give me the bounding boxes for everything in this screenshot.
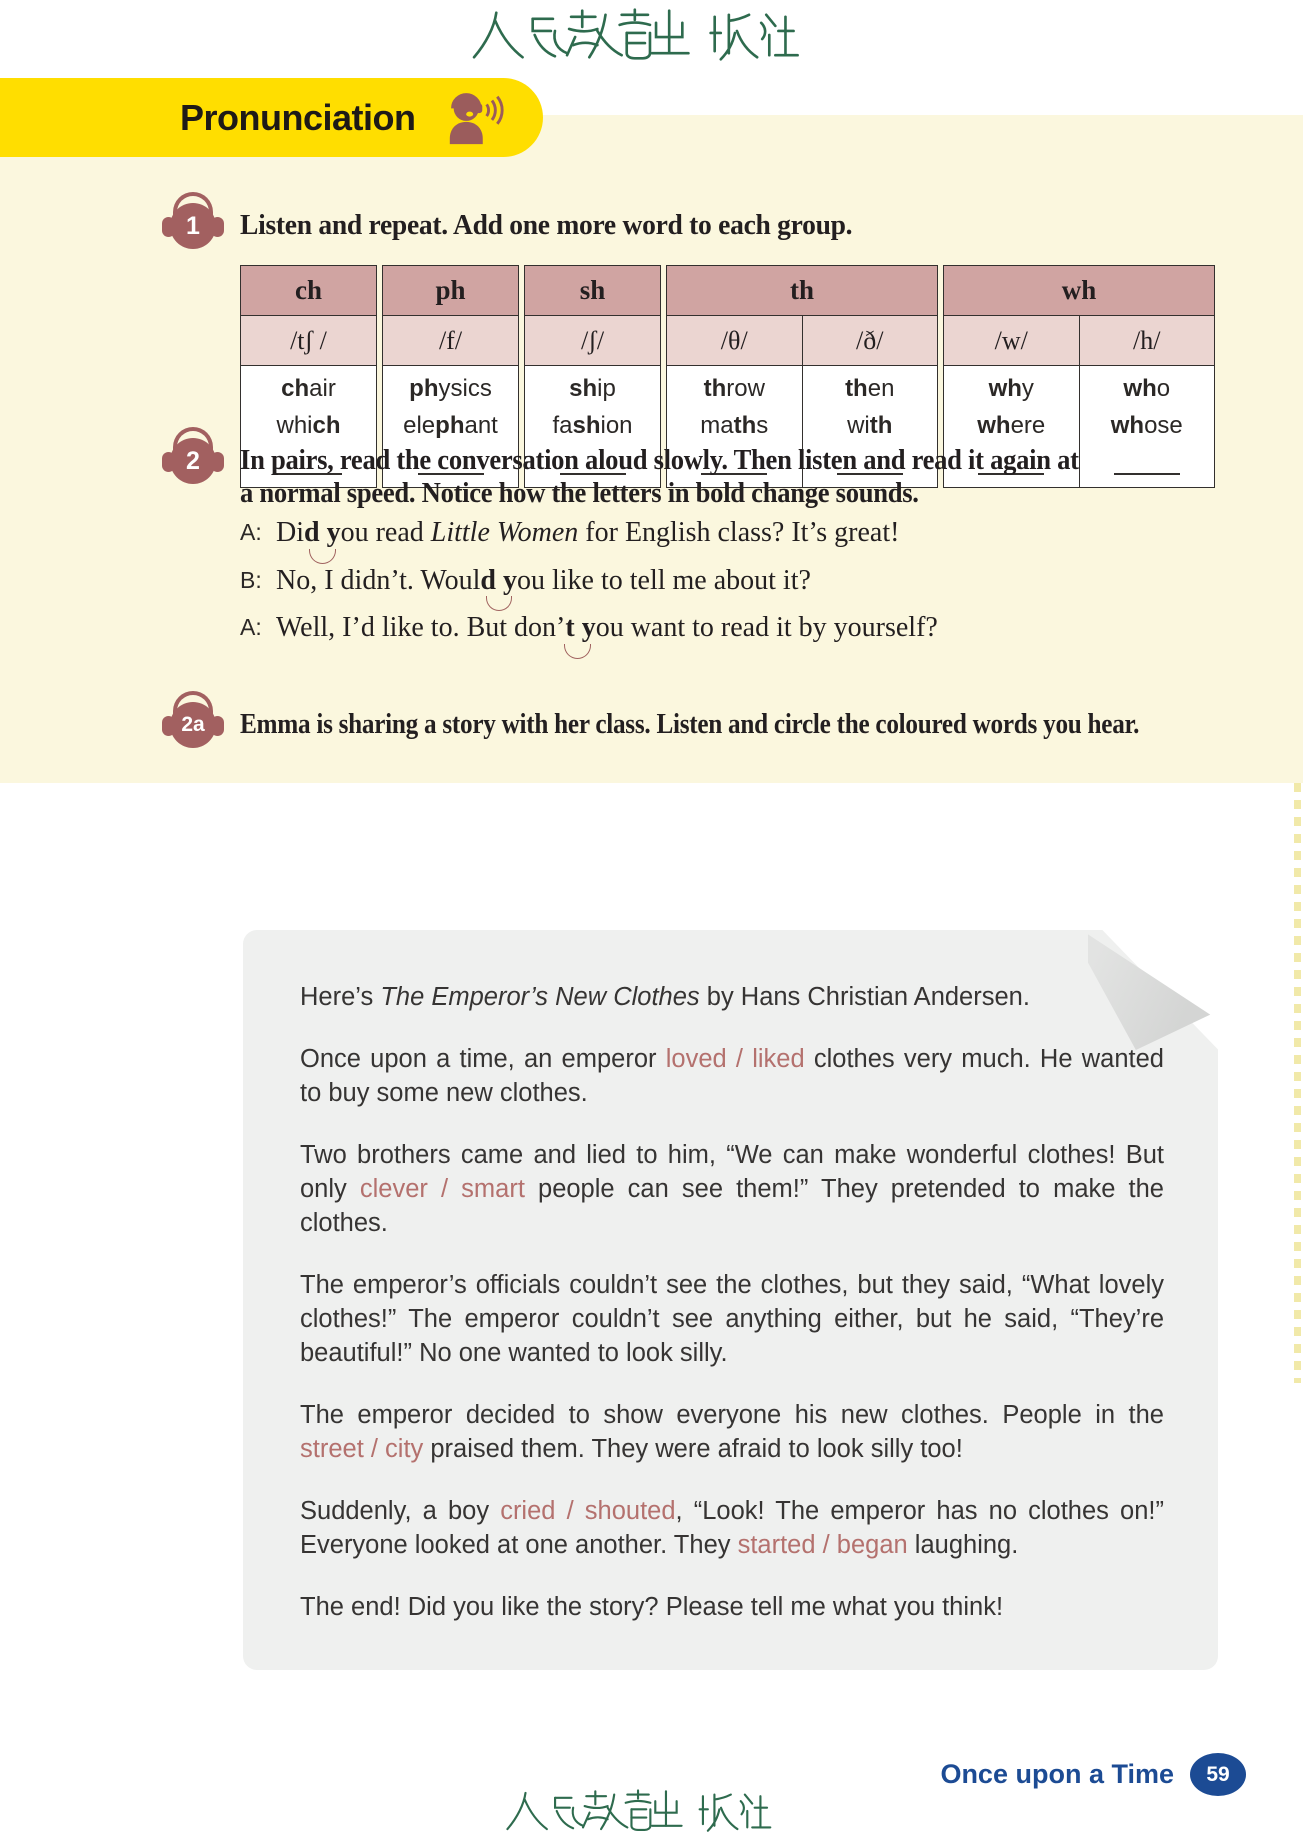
text-segment: ph xyxy=(409,375,439,402)
dialogue-text xyxy=(276,565,811,596)
headphone-badge-2 xyxy=(170,438,216,484)
text-segment: d xyxy=(304,517,320,548)
example-word xyxy=(1080,412,1215,440)
example-word xyxy=(241,375,376,403)
text-segment: row xyxy=(726,375,765,402)
text-segment xyxy=(575,612,582,643)
text-segment: ou read xyxy=(340,517,431,548)
story-paragraph xyxy=(300,1138,1164,1240)
text-segment: t xyxy=(565,612,575,643)
text-segment: whi xyxy=(276,412,313,439)
unit-title: Once upon a Time xyxy=(940,1759,1174,1789)
banner-title: Pronunciation xyxy=(180,96,416,138)
ipa-symbol: /θ/ xyxy=(667,316,802,366)
story-paragraph xyxy=(300,1268,1164,1370)
text-segment xyxy=(496,565,503,596)
group-header: ph xyxy=(383,266,518,316)
text-segment: ion xyxy=(600,412,633,439)
group-header: wh xyxy=(944,266,1214,316)
group-header: th xyxy=(667,266,937,316)
text-segment: by Hans Christian Andersen. xyxy=(699,983,1030,1011)
text-segment: ysics xyxy=(438,375,492,402)
ipa-symbol: /ʃ/ xyxy=(525,316,660,366)
text-segment: for English class? It’s great! xyxy=(578,517,900,548)
text-segment: en xyxy=(867,375,895,402)
headphone-ear-icon xyxy=(211,217,224,237)
ipa-symbol: /w/ xyxy=(944,316,1079,366)
group-header: sh xyxy=(525,266,660,316)
text-segment: y xyxy=(502,564,517,596)
ipa-symbol: /ð/ xyxy=(803,316,938,366)
example-word xyxy=(525,412,660,440)
dialogue-text xyxy=(276,517,899,548)
example-word xyxy=(667,412,802,440)
page-number-badge xyxy=(1190,1753,1246,1796)
dialogue-text xyxy=(276,612,938,643)
example-word xyxy=(1080,375,1215,403)
ipa-symbol: /f/ xyxy=(383,316,518,366)
text-segment: wi xyxy=(847,412,870,439)
text-segment xyxy=(320,517,327,548)
ipa-symbol: /tʃ / xyxy=(241,316,376,366)
section2-header xyxy=(170,438,1123,510)
text-segment: ip xyxy=(597,375,616,402)
dialogue-line xyxy=(240,612,1240,643)
choice-words[interactable]: cried / shouted xyxy=(500,1497,676,1525)
choice-words[interactable]: started / began xyxy=(737,1531,908,1559)
text-segment: air xyxy=(309,375,336,402)
example-word xyxy=(383,412,518,440)
ipa-symbol: /h/ xyxy=(1080,316,1215,366)
text-segment: Well, I’d like to. But don’ xyxy=(276,612,566,643)
text-segment: d xyxy=(480,564,496,596)
text-segment: fa xyxy=(552,412,573,439)
section1-header xyxy=(170,203,884,249)
text-segment: laughing. xyxy=(907,1531,1019,1559)
text-segment: wh xyxy=(977,412,1011,439)
text-segment: ma xyxy=(700,412,734,439)
speaker-label: B: xyxy=(240,566,262,593)
text-segment: Here’s xyxy=(300,983,381,1011)
headphone-ear-icon xyxy=(162,217,175,237)
text-segment: Suddenly, a boy xyxy=(300,1497,501,1525)
text-segment: The end! Did you like the story? Please tell me what you think! xyxy=(300,1593,1004,1621)
answer-blank[interactable] xyxy=(1114,473,1180,475)
story-paragraph xyxy=(300,980,1164,1014)
text-segment: sh xyxy=(569,375,598,402)
text-segment: ph xyxy=(435,412,465,439)
text-segment: y xyxy=(326,517,341,548)
choice-words[interactable]: clever / smart xyxy=(359,1175,525,1203)
text-segment: people can see them!” They pretended to make the clothes. xyxy=(300,1175,1164,1237)
dialogue xyxy=(240,517,1240,660)
example-word xyxy=(944,412,1079,440)
text-segment: ch xyxy=(312,412,341,439)
text-segment: The emperor decided to show everyone his new clothes. People in the xyxy=(300,1401,1164,1429)
text-segment: Once upon a time, an emperor xyxy=(300,1045,666,1073)
pronunciation-banner xyxy=(0,78,543,157)
text-segment: ant xyxy=(464,412,498,439)
story-paragraph xyxy=(300,1042,1164,1110)
section-number: 2 xyxy=(186,446,200,475)
text-segment: th xyxy=(869,412,893,439)
example-word xyxy=(944,375,1079,403)
text-segment: ose xyxy=(1144,412,1183,439)
text-segment: The emperor’s officials couldn’t see the clothes, but they said, “What lovely clothes!” The emperor couldn’t see anything either, but he said, “They’re beautiful!” No one wanted to look silly. xyxy=(300,1271,1164,1367)
example-word xyxy=(241,412,376,440)
section2a-title: Emma is sharing a story with her class. Listen and circle the coloured words you hear. xyxy=(240,709,1140,740)
group-header: ch xyxy=(241,266,376,316)
text-segment: sh xyxy=(572,412,601,439)
headphone-ear-icon xyxy=(211,452,224,472)
choice-words[interactable]: loved / liked xyxy=(665,1045,805,1073)
text-segment: ere xyxy=(1010,412,1046,439)
section2-title: In pairs, read the conversation aloud slowly. Then listen and read it again at a normal speed. Notice how the letters in bold change sounds. xyxy=(240,445,1079,509)
publisher-logo-bottom xyxy=(475,1788,829,1834)
text-segment: s xyxy=(756,412,769,439)
calligraphy-strokes xyxy=(475,1788,829,1834)
text-segment: The Emperor’s New Clothes xyxy=(380,983,700,1011)
headphone-badge-1 xyxy=(170,203,216,249)
text-segment: wh xyxy=(988,375,1022,402)
example-word xyxy=(383,375,518,403)
text-segment: No, I didn’t. Woul xyxy=(276,564,481,596)
speaking-person-headset-icon xyxy=(444,88,506,148)
text-segment: wh xyxy=(1110,412,1145,439)
text-segment: praised them. They were afraid to look silly too! xyxy=(423,1435,963,1463)
dialogue-line xyxy=(240,565,1240,596)
example-word xyxy=(803,375,938,403)
dialogue-line xyxy=(240,517,1240,548)
calligraphy-strokes xyxy=(470,6,834,64)
story-paragraph xyxy=(300,1398,1164,1466)
text-segment: Di xyxy=(276,517,304,548)
text-segment: th xyxy=(703,375,727,402)
text-segment: Two brothers came and lied to him, “We can make wonderful clothes! But only xyxy=(300,1141,1164,1203)
story-paragraph xyxy=(300,1494,1164,1562)
text-segment: ch xyxy=(281,375,310,402)
text-segment: wh xyxy=(1123,375,1157,402)
section-number: 2a xyxy=(181,713,205,736)
headphone-ear-icon xyxy=(162,452,175,472)
text-segment: ele xyxy=(403,412,436,439)
headphone-badge-2a xyxy=(170,702,216,748)
text-segment: ou want to read it by yourself? xyxy=(595,612,938,643)
headphone-ear-icon xyxy=(162,716,175,736)
section-number: 1 xyxy=(186,211,200,240)
example-word xyxy=(525,375,660,403)
speaker-label: A: xyxy=(240,519,262,545)
headphone-ear-icon xyxy=(211,716,224,736)
example-word xyxy=(667,375,802,403)
speaker-label: A: xyxy=(240,614,262,640)
text-segment: clothes very much. He wanted to buy some new clothes. xyxy=(300,1045,1164,1107)
text-segment: th xyxy=(845,375,868,402)
publisher-logo-top xyxy=(470,6,834,64)
section2a-header xyxy=(170,702,1239,748)
text-segment: , “Look! The emperor has no clothes on!” Everyone looked at one another. They xyxy=(300,1497,1164,1559)
choice-words[interactable]: street / city xyxy=(300,1435,424,1463)
text-segment: Little Women xyxy=(430,517,579,548)
text-segment: y xyxy=(581,612,596,643)
page-number: 59 xyxy=(1206,1762,1230,1786)
example-word xyxy=(803,412,938,440)
page-edge-strip xyxy=(1294,783,1301,1383)
section1-title: Listen and repeat. Add one more word to each group. xyxy=(240,209,853,241)
story-text xyxy=(300,980,1164,1652)
story-paragraph xyxy=(300,1590,1164,1624)
text-segment: ou like to tell me about it? xyxy=(516,564,811,596)
text-segment: y xyxy=(1021,375,1034,402)
story-box xyxy=(243,930,1218,1670)
text-segment: th xyxy=(733,412,757,439)
text-segment: o xyxy=(1156,375,1171,402)
